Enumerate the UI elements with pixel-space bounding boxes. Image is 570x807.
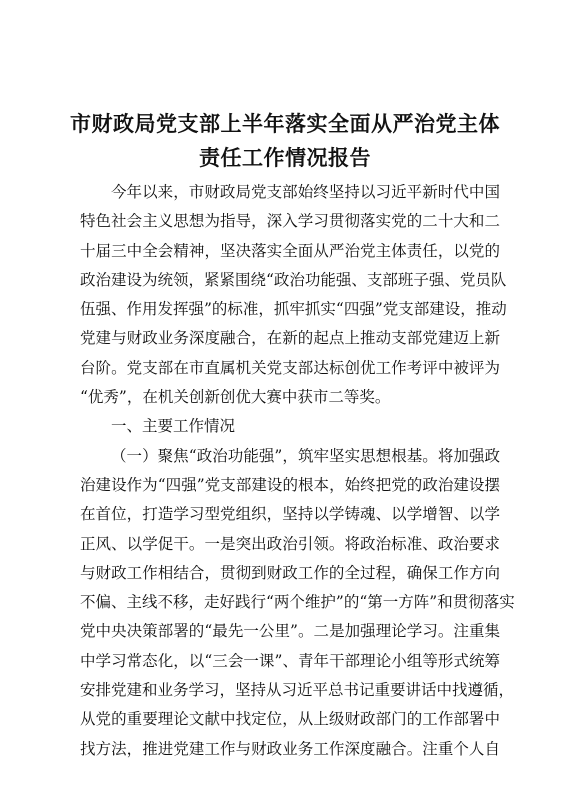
- body-line: 从党的重要理论文献中找定位，从上级财政部门的工作部署中: [80, 710, 500, 729]
- document-body: [80, 178, 515, 764]
- body-line: 党中央决策部署的“最先一公里”。二是加强理论学习。注重集: [80, 622, 500, 641]
- body-line: 党建与财政业务深度融合，在新的起点上推动支部党建迈上新: [80, 329, 500, 348]
- body-line: 治建设作为“四强”党支部建设的根本，始终把党的政治建设摆: [80, 475, 500, 494]
- body-line: “优秀”，在机关创新创优大赛中获市二等奖。: [80, 388, 391, 407]
- body-line: 找方法，推进党建工作与财政业务工作深度融合。注重个人自: [80, 739, 500, 758]
- body-line: 伍强、作用发挥强”的标准，抓牢抓实“四强”党支部建设，推动: [80, 300, 507, 319]
- body-line: 不偏、主线不移，走好践行“两个维护”的“第一方阵”和贯彻落实: [80, 593, 515, 612]
- body-line: 与财政工作相结合，贯彻到财政工作的全过程，确保工作方向: [80, 563, 500, 582]
- document-title-line-1: 市财政局党支部上半年落实全面从严治党主体: [70, 112, 500, 136]
- body-line: 台阶。党支部在市直属机关党支部达标创优工作考评中被评为: [80, 358, 500, 377]
- body-line: （一）聚焦“政治功能强”，筑牢坚实思想根基。将加强政: [111, 446, 500, 465]
- body-line: 政治建设为统领，紧紧围绕“政治功能强、支部班子强、党员队: [80, 270, 507, 289]
- body-line: 十届三中全会精神，坚决落实全面从严治党主体责任，以党的: [80, 241, 500, 260]
- body-line: 在首位，打造学习型党组织，坚持以学铸魂、以学增智、以学: [80, 505, 500, 524]
- body-line: 今年以来，市财政局党支部始终坚持以习近平新时代中国: [111, 183, 500, 201]
- section-heading: 一、主要工作情况: [111, 417, 236, 436]
- body-line: 中学习常态化，以“三会一课”、青年干部理论小组等形式统筹: [80, 651, 500, 670]
- document-title-line-2: 责任工作情况报告: [199, 146, 371, 170]
- body-line: 特色社会主义思想为指导，深入学习贯彻落实党的二十大和二: [80, 212, 500, 231]
- body-line: 正风、以学促干。一是突出政治引领。将政治标准、政治要求: [80, 534, 500, 553]
- body-line: 安排党建和业务学习，坚持从习近平总书记重要讲话中找遵循，: [80, 681, 515, 700]
